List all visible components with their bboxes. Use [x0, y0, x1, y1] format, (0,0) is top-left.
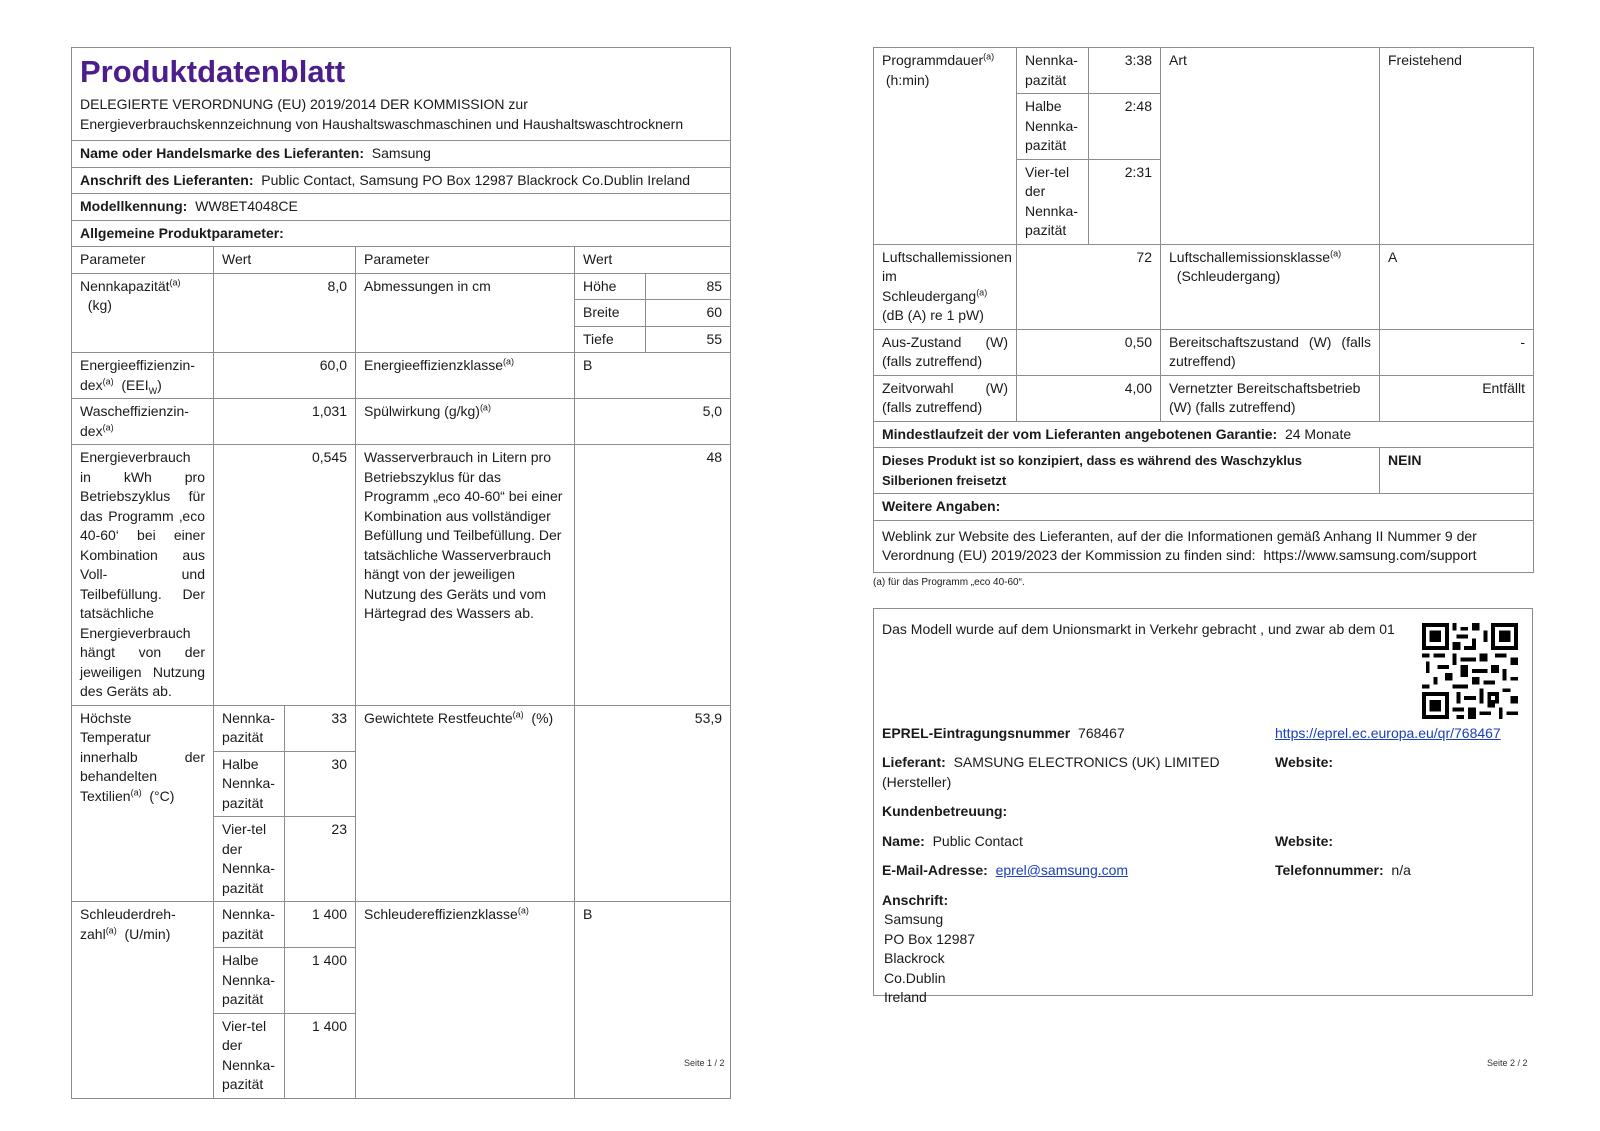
duration-quarter-label: Vier-tel der Nennka-pazität	[1017, 159, 1089, 244]
rated-capacity-label: Nennkapazität$^{(a)}$ (kg)	[72, 273, 214, 353]
height-value: 85	[646, 273, 731, 300]
spin-half-label: Halbe Nennka-pazität	[214, 948, 285, 1014]
col-header-value: Wert	[214, 247, 356, 274]
temp-label: Höchste Temperatur innerhalb der behandelten Textilien$^{(a)}$ (°C)	[72, 705, 214, 902]
address-line: Ireland	[884, 989, 927, 1005]
off-label: Aus-Zustand (W) (falls zutreffend)	[874, 329, 1017, 375]
warranty-row: Mindestlaufzeit der vom Lieferanten angebotenen Garantie: 24 Monate	[874, 421, 1534, 448]
col-header-param: Parameter	[72, 247, 214, 274]
regulation-text: DELEGIERTE VERORDNUNG (EU) 2019/2014 DER KOMMISSION zur Energieverbrauchskennzeichnung von Haushaltswaschmaschinen und Haushaltswaschtrocknern	[80, 96, 684, 132]
supplier-row: Lieferant: SAMSUNG ELECTRONICS (UK) LIMITED (Hersteller)	[882, 754, 1220, 790]
noise-label: Luftschallemissionen im Schleudergang$^{(a)}$ (dB (A) re 1 pW)	[874, 244, 1017, 329]
wash-index-value: 1,031	[214, 399, 356, 445]
rinse-label: Spülwirkung $(g/kg)^{(a)}$	[356, 399, 575, 445]
eei-label: Energieeffizienzin-dex$^{(a)}$ $(EEI_W)$	[72, 353, 214, 399]
temp-half-label: Halbe Nennka-pazität	[214, 751, 285, 817]
phone-row: Telefonnummer: n/a	[1275, 862, 1411, 878]
spin-class-label: Schleudereffizienzklasse$^{(a)}$	[356, 902, 575, 1099]
off-value: 0,50	[1017, 329, 1161, 375]
spin-half-value: 1 400	[285, 948, 356, 1014]
email-link[interactable]: eprel@samsung.com	[995, 862, 1129, 878]
silver-value: NEIN	[1380, 448, 1534, 494]
address-label: Anschrift:	[882, 891, 949, 908]
address-block	[882, 910, 1524, 1008]
address-line: Co.Dublin	[884, 969, 946, 986]
product-data-table	[71, 47, 731, 1099]
page-2-footer: Seite 2 / 2	[1487, 1058, 1528, 1068]
eec-label: Energieeffizienzklasse$^{(a)}$	[356, 353, 575, 399]
qr-code-icon[interactable]	[1422, 623, 1518, 719]
noise-class-label: Luftschallemissionsklasse$^{(a)}$ (Schleudergang)	[1161, 244, 1380, 329]
weblink-url[interactable]: https://www.samsung.com/support	[1263, 547, 1477, 563]
standby-value: -	[1380, 329, 1534, 375]
supplier-website-label: Website:	[1275, 754, 1334, 770]
footnote: (a) für das Programm „eco 40-60“.	[873, 576, 1025, 588]
spin-class-value: B	[575, 902, 731, 1099]
page-title: Produktdatenblatt	[80, 54, 346, 89]
col-header-param-2: Parameter	[356, 247, 575, 274]
moisture-value: 53,9	[575, 705, 731, 902]
address-line: Blackrock	[884, 950, 945, 966]
height-label: Höhe	[575, 273, 646, 300]
temp-half-value: 30	[285, 751, 356, 817]
depth-label: Tiefe	[575, 326, 646, 353]
address-line: Samsung	[884, 911, 944, 927]
weblink-row: Weblink zur Website des Lieferanten, auf der die Informationen gemäß Anhang II Nummer 9 der Verordnung (EU) 2019/2023 der Kommission zu finden sind: https://www.samsung.com/support	[874, 520, 1534, 572]
water-label: Wasserverbrauch in Litern pro Betriebszyklus für das Programm „eco 40-60“ bei einer Kombination aus vollständiger Befüllung und Teilbefüllung. Der tatsächliche Wasserverbrauch hängt von der jeweiligen Nutzung des Geräts und vom Härtegrad des Wassers ab.	[356, 445, 575, 706]
page-1	[71, 47, 730, 1099]
type-value: Freistehend	[1380, 48, 1534, 245]
rinse-value: 5,0	[575, 399, 731, 445]
noise-value: 72	[1017, 244, 1161, 329]
product-data-table-2	[873, 47, 1534, 573]
moisture-label: Gewichtete Restfeuchte$^{(a)}$ (%)	[356, 705, 575, 902]
temp-quarter-label: Vier-tel der Nennka-pazität	[214, 817, 285, 902]
page-2	[873, 47, 1533, 1005]
page-1-footer: Seite 1 / 2	[684, 1058, 725, 1068]
energy-value: 0,545	[214, 445, 356, 706]
duration-full-label: Nennka-pazität	[1017, 48, 1089, 94]
duration-half-value: 2:48	[1089, 94, 1161, 160]
duration-half-label: Halbe Nennka-pazität	[1017, 94, 1089, 160]
noise-class-value: A	[1380, 244, 1534, 329]
supplier-name-label: Name oder Handelsmarke des Lieferanten:	[80, 145, 364, 161]
networked-label: Vernetzter Bereitschaftsbetrieb (W) (falls zutreffend)	[1161, 375, 1380, 421]
dimensions-label: Abmessungen in cm	[356, 273, 575, 353]
water-value: 48	[575, 445, 731, 706]
standby-label: Bereitschaftszustand (W) (falls zutreffend)	[1161, 329, 1380, 375]
spin-label: Schleuderdreh-zahl$^{(a)}$ (U/min)	[72, 902, 214, 1099]
spin-quarter-value: 1 400	[285, 1013, 356, 1098]
eec-value: B	[575, 353, 731, 399]
rated-capacity-value: 8,0	[214, 273, 356, 353]
supplier-address: Public Contact, Samsung PO Box 12987 Blackrock Co.Dublin Ireland	[261, 171, 691, 188]
eei-value: 60,0	[214, 353, 356, 399]
model-id: WW8ET4048CE	[195, 198, 298, 214]
general-params-label: Allgemeine Produktparameter:	[72, 220, 731, 247]
customer-service-label: Kundenbetreuung:	[882, 803, 1008, 819]
duration-full-value: 3:38	[1089, 48, 1161, 94]
market-text: Das Modell wurde auf dem Unionsmarkt in Verkehr gebracht , und zwar ab dem 01	[882, 620, 1395, 637]
width-label: Breite	[575, 300, 646, 327]
networked-value: Entfällt	[1380, 375, 1534, 421]
eprel-link[interactable]: https://eprel.ec.europa.eu/qr/768467	[1275, 724, 1501, 741]
supplier-name: Samsung	[371, 145, 431, 161]
temp-quarter-value: 23	[285, 817, 356, 902]
temp-full-value: 33	[285, 705, 356, 751]
duration-label: Programmdauer$^{(a)}$ (h:min)	[874, 48, 1017, 245]
delay-value: 4,00	[1017, 375, 1161, 421]
address-line: PO Box 12987	[884, 930, 976, 947]
spin-quarter-label: Vier-tel der Nennka-pazität	[214, 1013, 285, 1098]
email-row: E-Mail-Adresse: eprel@samsung.com	[882, 862, 1129, 878]
temp-full-label: Nennka-pazität	[214, 705, 285, 751]
eprel-box	[873, 608, 1533, 1005]
silver-label: Dieses Produkt ist so konzipiert, dass es während des Waschzyklus Silberionen freisetzt	[874, 448, 1380, 494]
spin-full-label: Nennka-pazität	[214, 902, 285, 948]
contact-name: Name: Public Contact	[882, 832, 1023, 849]
more-info-label: Weitere Angaben:	[874, 494, 1534, 521]
type-label: Art	[1161, 48, 1380, 245]
delay-label: Zeitvorwahl (W) (falls zutreffend)	[874, 375, 1017, 421]
energy-label: Energieverbrauch in kWh pro Betriebszyklus für das Programm ‚eco 40-60‘ bei einer Kombination aus Voll- und Teilbefüllung. Der tatsächliche Energieverbrauch hängt von der jeweiligen Nutzung des Geräts ab.	[72, 445, 214, 706]
service-website-label: Website:	[1275, 832, 1334, 849]
supplier-address-label: Anschrift des Lieferanten:	[80, 171, 254, 188]
eprel-number: EPREL-Eintragungsnummer 768467	[882, 724, 1125, 741]
col-header-value-2: Wert	[575, 247, 731, 274]
model-label: Modellkennung:	[80, 198, 188, 214]
duration-quarter-value: 2:31	[1089, 159, 1161, 244]
depth-value: 55	[646, 326, 731, 353]
width-value: 60	[646, 300, 731, 327]
spin-full-value: 1 400	[285, 902, 356, 948]
wash-index-label: Wascheffizienzin-dex$^{(a)}$	[72, 399, 214, 445]
